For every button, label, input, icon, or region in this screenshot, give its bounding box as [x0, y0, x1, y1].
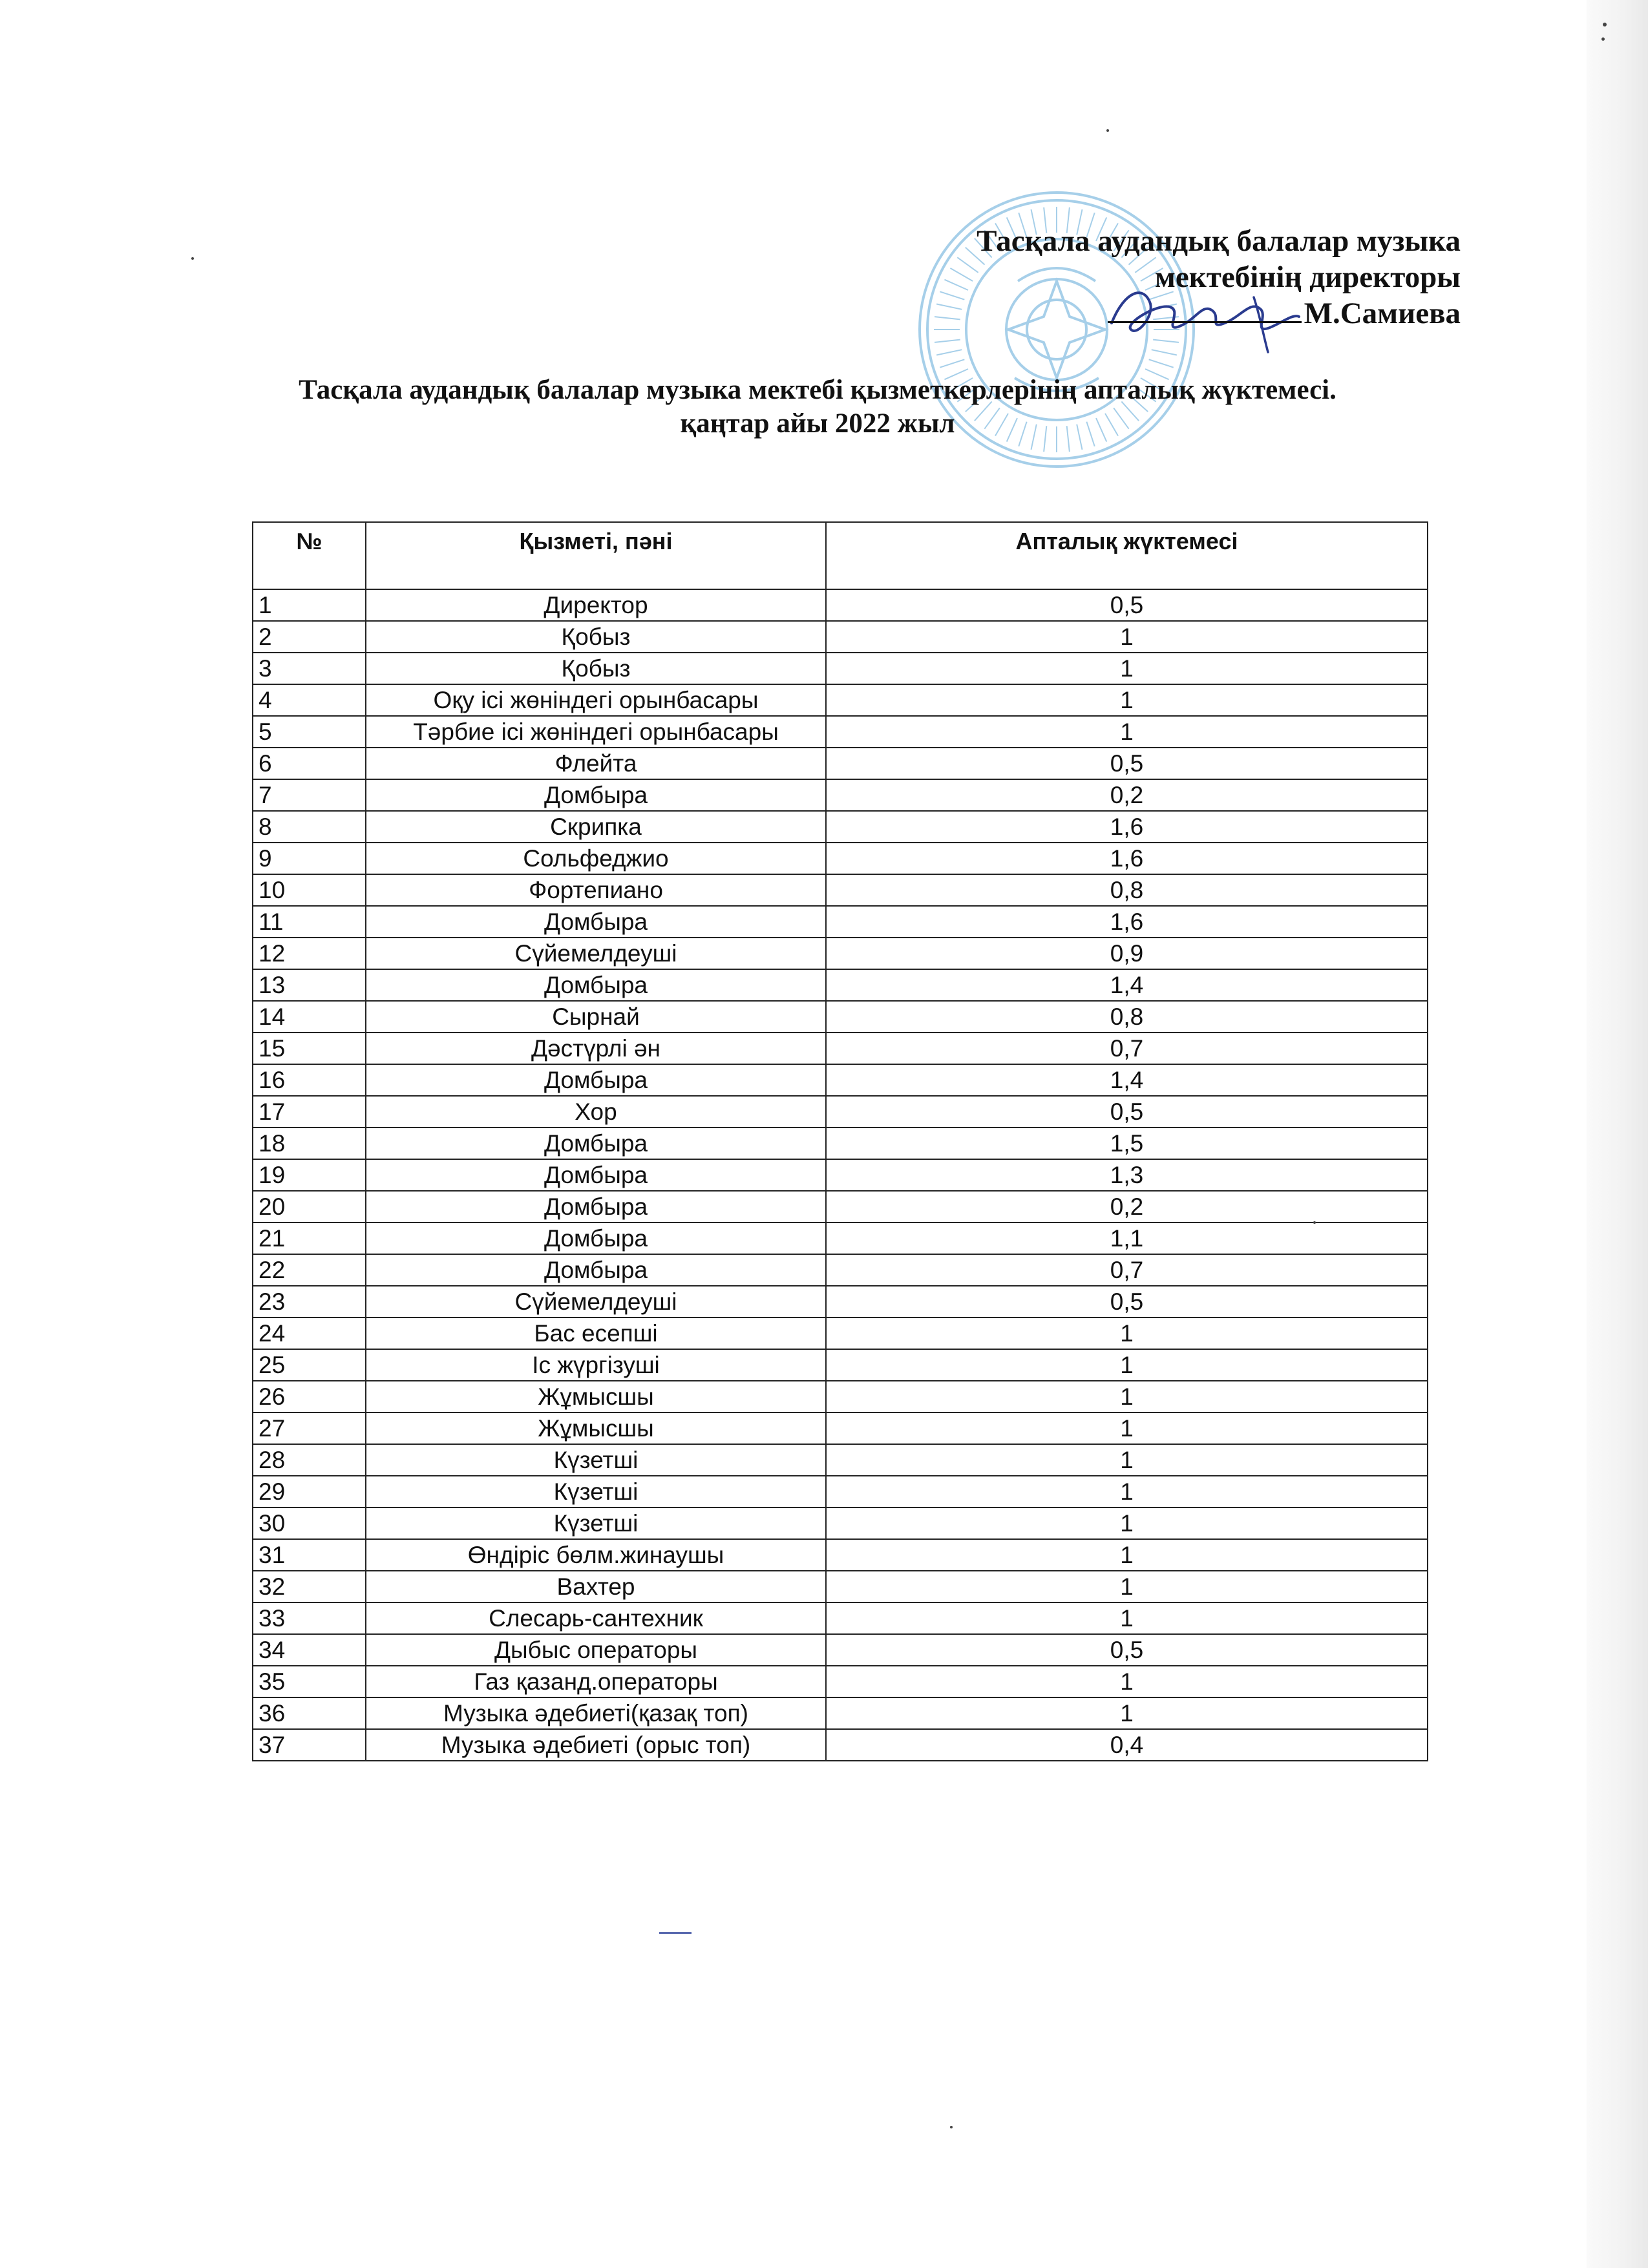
row-position: Қобыз [366, 621, 826, 653]
table-row [253, 1571, 1428, 1602]
row-load: 1 [826, 1697, 1428, 1729]
row-load: 0,9 [826, 938, 1428, 969]
row-load: 1,6 [826, 811, 1428, 843]
scan-speck [950, 2126, 953, 2128]
stamp-text-mark [1149, 359, 1174, 367]
table-row [253, 1223, 1428, 1254]
row-number: 22 [253, 1254, 366, 1286]
scan-shadow [1587, 0, 1648, 2268]
row-load: 1,1 [826, 1223, 1428, 1254]
row-number: 32 [253, 1571, 366, 1602]
row-number: 3 [253, 653, 366, 684]
row-position: Жұмысшы [366, 1381, 826, 1412]
row-load: 1 [826, 1381, 1428, 1412]
row-position: Вахтер [366, 1571, 826, 1602]
scan-speck [1106, 129, 1109, 132]
table-row [253, 684, 1428, 716]
table-row [253, 1159, 1428, 1191]
row-load: 1 [826, 1507, 1428, 1539]
row-number: 1 [253, 589, 366, 621]
row-number: 28 [253, 1444, 366, 1476]
approval-line-2: мектебінің директоры [1154, 260, 1461, 294]
row-position: Күзетші [366, 1476, 826, 1507]
row-number: 37 [253, 1729, 366, 1761]
row-number: 9 [253, 843, 366, 874]
row-load: 0,8 [826, 874, 1428, 906]
table-row [253, 748, 1428, 779]
row-load: 0,5 [826, 1634, 1428, 1666]
table-row [253, 1729, 1428, 1761]
row-position: Скрипка [366, 811, 826, 843]
scan-speck [1603, 23, 1607, 26]
stamp-text-mark [940, 359, 964, 367]
row-position: Домбыра [366, 1223, 826, 1254]
row-load: 1 [826, 1602, 1428, 1634]
row-position: Өндіріс бөлм.жинаушы [366, 1539, 826, 1571]
row-position: Газ қазанд.операторы [366, 1666, 826, 1697]
table-row [253, 1634, 1428, 1666]
table-row [253, 653, 1428, 684]
table-row [253, 621, 1428, 653]
row-number: 25 [253, 1349, 366, 1381]
director-name: М.Самиева [1304, 297, 1461, 330]
table-row [253, 811, 1428, 843]
row-number: 21 [253, 1223, 366, 1254]
row-load: 0,2 [826, 779, 1428, 811]
row-number: 19 [253, 1159, 366, 1191]
scan-speck [1313, 1221, 1316, 1224]
row-number: 27 [253, 1412, 366, 1444]
table-body [253, 589, 1428, 1761]
row-position: Флейта [366, 748, 826, 779]
row-load: 1 [826, 653, 1428, 684]
row-position: Жұмысшы [366, 1412, 826, 1444]
row-position: Домбыра [366, 1064, 826, 1096]
row-number: 8 [253, 811, 366, 843]
scan-speck [191, 257, 194, 260]
row-number: 7 [253, 779, 366, 811]
table-row [253, 1476, 1428, 1507]
scan-mark [659, 1932, 692, 1934]
row-position: Домбыра [366, 779, 826, 811]
stamp-text-mark [936, 350, 962, 355]
row-load: 1,6 [826, 843, 1428, 874]
row-number: 6 [253, 748, 366, 779]
row-load: 0,4 [826, 1729, 1428, 1761]
row-number: 4 [253, 684, 366, 716]
row-position: Домбыра [366, 969, 826, 1001]
title-line-1: Тасқала аудандық балалар музыка мектебі қызметкерлерінің апталық жүктемесі. [299, 375, 1336, 405]
row-position: Сүйемелдеуші [366, 1286, 826, 1318]
column-header-load: Апталық жүктемесі [826, 522, 1428, 589]
row-position: Слесарь-сантехник [366, 1602, 826, 1634]
row-load: 1 [826, 1412, 1428, 1444]
table-row [253, 716, 1428, 748]
approval-line-1: Тасқала аудандық балалар музыка [977, 224, 1461, 258]
table-row [253, 1539, 1428, 1571]
row-load: 0,5 [826, 748, 1428, 779]
row-position: Музыка әдебиеті(қазақ топ) [366, 1697, 826, 1729]
row-position: Домбыра [366, 1254, 826, 1286]
table-row [253, 1128, 1428, 1159]
table-row [253, 589, 1428, 621]
row-position: Домбыра [366, 906, 826, 938]
row-number: 33 [253, 1602, 366, 1634]
row-load: 1,5 [826, 1128, 1428, 1159]
row-position: Домбыра [366, 1128, 826, 1159]
row-number: 35 [253, 1666, 366, 1697]
table-row [253, 1444, 1428, 1476]
row-number: 24 [253, 1318, 366, 1349]
table-row [253, 938, 1428, 969]
row-load: 1 [826, 1349, 1428, 1381]
row-load: 1 [826, 1444, 1428, 1476]
row-number: 10 [253, 874, 366, 906]
row-position: Домбыра [366, 1191, 826, 1223]
row-load: 0,5 [826, 1286, 1428, 1318]
row-position: Дыбыс операторы [366, 1634, 826, 1666]
scan-speck [1601, 37, 1605, 41]
table-row [253, 1666, 1428, 1697]
row-load: 0,5 [826, 589, 1428, 621]
row-position: Хор [366, 1096, 826, 1128]
row-number: 23 [253, 1286, 366, 1318]
table-row [253, 1349, 1428, 1381]
table-row [253, 1001, 1428, 1033]
table-row [253, 1064, 1428, 1096]
document-title [187, 373, 1448, 441]
row-load: 0,8 [826, 1001, 1428, 1033]
row-position: Қобыз [366, 653, 826, 684]
row-load: 0,7 [826, 1033, 1428, 1064]
table-row [253, 1191, 1428, 1223]
row-number: 15 [253, 1033, 366, 1064]
approval-block [866, 223, 1461, 331]
row-number: 18 [253, 1128, 366, 1159]
row-load: 1 [826, 1571, 1428, 1602]
row-load: 1,4 [826, 1064, 1428, 1096]
row-number: 20 [253, 1191, 366, 1223]
stamp-text-mark [935, 340, 960, 342]
title-line-2: қаңтар айы 2022 жыл [680, 408, 955, 439]
row-load: 1 [826, 684, 1428, 716]
row-position: Сольфеджио [366, 843, 826, 874]
table-row [253, 1412, 1428, 1444]
row-position: Күзетші [366, 1507, 826, 1539]
row-number: 14 [253, 1001, 366, 1033]
table-row [253, 874, 1428, 906]
row-load: 1 [826, 1476, 1428, 1507]
row-position: Фортепиано [366, 874, 826, 906]
table-row [253, 1286, 1428, 1318]
table-row [253, 1602, 1428, 1634]
table-row [253, 1381, 1428, 1412]
table-header-row [253, 522, 1428, 589]
row-position: Дәстүрлі ән [366, 1033, 826, 1064]
row-position: Домбыра [366, 1159, 826, 1191]
table-row [253, 779, 1428, 811]
table-row [253, 1096, 1428, 1128]
row-load: 1 [826, 1539, 1428, 1571]
column-header-position: Қызметі, пәні [366, 522, 826, 589]
row-position: Тәрбие ісі жөніндегі орынбасары [366, 716, 826, 748]
row-number: 34 [253, 1634, 366, 1666]
row-number: 31 [253, 1539, 366, 1571]
table-row [253, 1507, 1428, 1539]
row-load: 1 [826, 621, 1428, 653]
table-row [253, 969, 1428, 1001]
row-number: 36 [253, 1697, 366, 1729]
row-load: 1 [826, 1318, 1428, 1349]
row-number: 5 [253, 716, 366, 748]
row-number: 11 [253, 906, 366, 938]
row-load: 1,3 [826, 1159, 1428, 1191]
row-load: 0,7 [826, 1254, 1428, 1286]
row-number: 13 [253, 969, 366, 1001]
row-position: Сырнай [366, 1001, 826, 1033]
table-row [253, 1697, 1428, 1729]
row-load: 1,6 [826, 906, 1428, 938]
row-position: Оқу ісі жөніндегі орынбасары [366, 684, 826, 716]
row-load: 1 [826, 716, 1428, 748]
row-position: Сүйемелдеуші [366, 938, 826, 969]
row-number: 17 [253, 1096, 366, 1128]
row-position: Іс жүргізуші [366, 1349, 826, 1381]
table-row [253, 843, 1428, 874]
workload-table [252, 521, 1428, 1761]
row-load: 1,4 [826, 969, 1428, 1001]
row-number: 2 [253, 621, 366, 653]
row-number: 26 [253, 1381, 366, 1412]
row-number: 16 [253, 1064, 366, 1096]
row-load: 0,5 [826, 1096, 1428, 1128]
table-row [253, 1254, 1428, 1286]
table-row [253, 1318, 1428, 1349]
row-number: 29 [253, 1476, 366, 1507]
column-header-number: № [253, 522, 366, 589]
row-position: Директор [366, 589, 826, 621]
table-row [253, 1033, 1428, 1064]
row-number: 30 [253, 1507, 366, 1539]
row-position: Күзетші [366, 1444, 826, 1476]
approval-line-3 [866, 295, 1461, 331]
row-load: 0,2 [826, 1191, 1428, 1223]
row-position: Музыка әдебиеті (орыс топ) [366, 1729, 826, 1761]
row-load: 1 [826, 1666, 1428, 1697]
signature-line [1108, 295, 1302, 323]
row-position: Бас есепші [366, 1318, 826, 1349]
row-number: 12 [253, 938, 366, 969]
table-row [253, 906, 1428, 938]
